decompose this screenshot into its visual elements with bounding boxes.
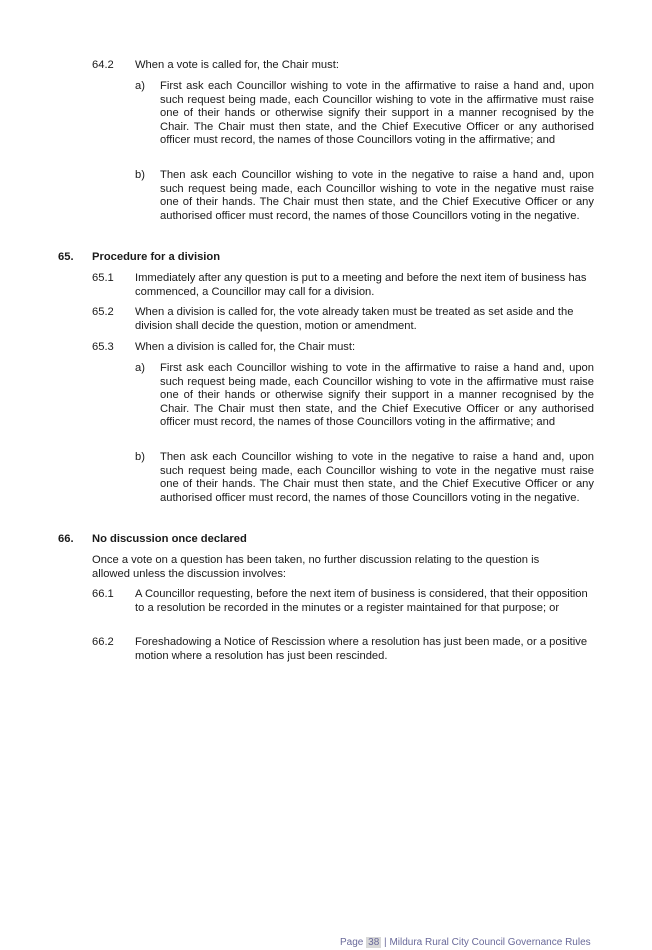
section-heading-66	[58, 533, 247, 547]
clause-text: When a division is called for, the vote already taken must be treated as set aside and the division shall decide the question, motion or amendment.	[135, 306, 574, 332]
list-item-text: Then ask each Councillor wishing to vote in the negative to raise a hand and, upon such request being made, each Councillor wishing to vote in the negative must raise one of their hands. The Chair must then state, and the Chief Executive Officer or any authorised officer must record, the names of those Councillors voting in the negative.	[160, 451, 594, 504]
list-item-65-3-b	[135, 451, 595, 505]
clause-66-1	[92, 588, 602, 615]
list-item-64-2-b	[135, 169, 595, 223]
section-intro-paragraph: Once a vote on a question has been taken, no further discussion relating to the question is allowed unless the discussion involves:	[92, 554, 540, 580]
clause-number: 66.2	[92, 636, 114, 648]
clause-number: 65.2	[92, 306, 114, 318]
footer-separator: |	[384, 937, 387, 948]
section-title: No discussion once declared	[92, 533, 247, 545]
list-item-text: First ask each Councillor wishing to vote in the affirmative to raise a hand and, upon such request being made, each Councillor wishing to vote in the affirmative must raise one of their hands or otherwise signify their support in a manner recognised by the Chair. The Chair must then state, and the Chief Executive Officer or any authorised officer must record, the names of those Councillors voting in the affirmative; and	[160, 80, 594, 147]
clause-66-2	[92, 636, 602, 663]
list-item-65-3-a	[135, 362, 595, 430]
list-item-64-2-a	[135, 80, 595, 148]
section-title: Procedure for a division	[92, 251, 221, 263]
footer-page-number: 38	[368, 937, 380, 948]
clause-65-2	[92, 306, 602, 333]
section-number: 65.	[58, 251, 74, 263]
list-item-text: First ask each Councillor wishing to vote in the affirmative to raise a hand and, upon such request being made, each Councillor wishing to vote in the affirmative must raise one of their hands or otherwise signify their support in a manner recognised by the Chair. The Chair must then state, and the Chief Executive Officer or any authorised officer must record, the names of those Councillors voting in the affirmative; and	[160, 362, 594, 429]
clause-number: 65.3	[92, 341, 114, 353]
clause-text: Immediately after any question is put to a meeting and before the next item of business has commenced, a Councillor may call for a division.	[135, 272, 587, 298]
clause-text: When a division is called for, the Chair must:	[135, 341, 356, 353]
footer-document-title: Mildura Rural City Council Governance Rules	[389, 937, 591, 948]
list-item-letter: b)	[135, 451, 145, 463]
section-heading-65	[58, 251, 220, 265]
list-item-text: Then ask each Councillor wishing to vote in the negative to raise a hand and, upon such request being made, each Councillor wishing to vote in the negative must raise one of their hands. The Chair must then state, and the Chief Executive Officer or any authorised officer must record, the names of those Councillors voting in the negative.	[160, 169, 594, 222]
clause-number: 65.1	[92, 272, 114, 284]
section-number: 66.	[58, 533, 74, 545]
clause-number: 66.1	[92, 588, 114, 600]
list-item-letter: a)	[135, 80, 145, 92]
clause-65-1	[92, 272, 602, 299]
clause-65-3	[92, 341, 602, 355]
clause-64-2	[92, 59, 602, 73]
page-footer	[340, 936, 591, 950]
list-item-letter: b)	[135, 169, 145, 181]
clause-text: When a vote is called for, the Chair must:	[135, 59, 339, 71]
footer-page-label: Page	[340, 937, 364, 948]
list-item-letter: a)	[135, 362, 145, 374]
clause-text: A Councillor requesting, before the next item of business is considered, that their opposition to a resolution be recorded in the minutes or a register maintained for that purpose; or	[135, 588, 588, 614]
clause-text: Foreshadowing a Notice of Rescission where a resolution has just been made, or a positive motion where a resolution has just been rescinded.	[135, 636, 588, 662]
clause-number: 64.2	[92, 59, 114, 71]
